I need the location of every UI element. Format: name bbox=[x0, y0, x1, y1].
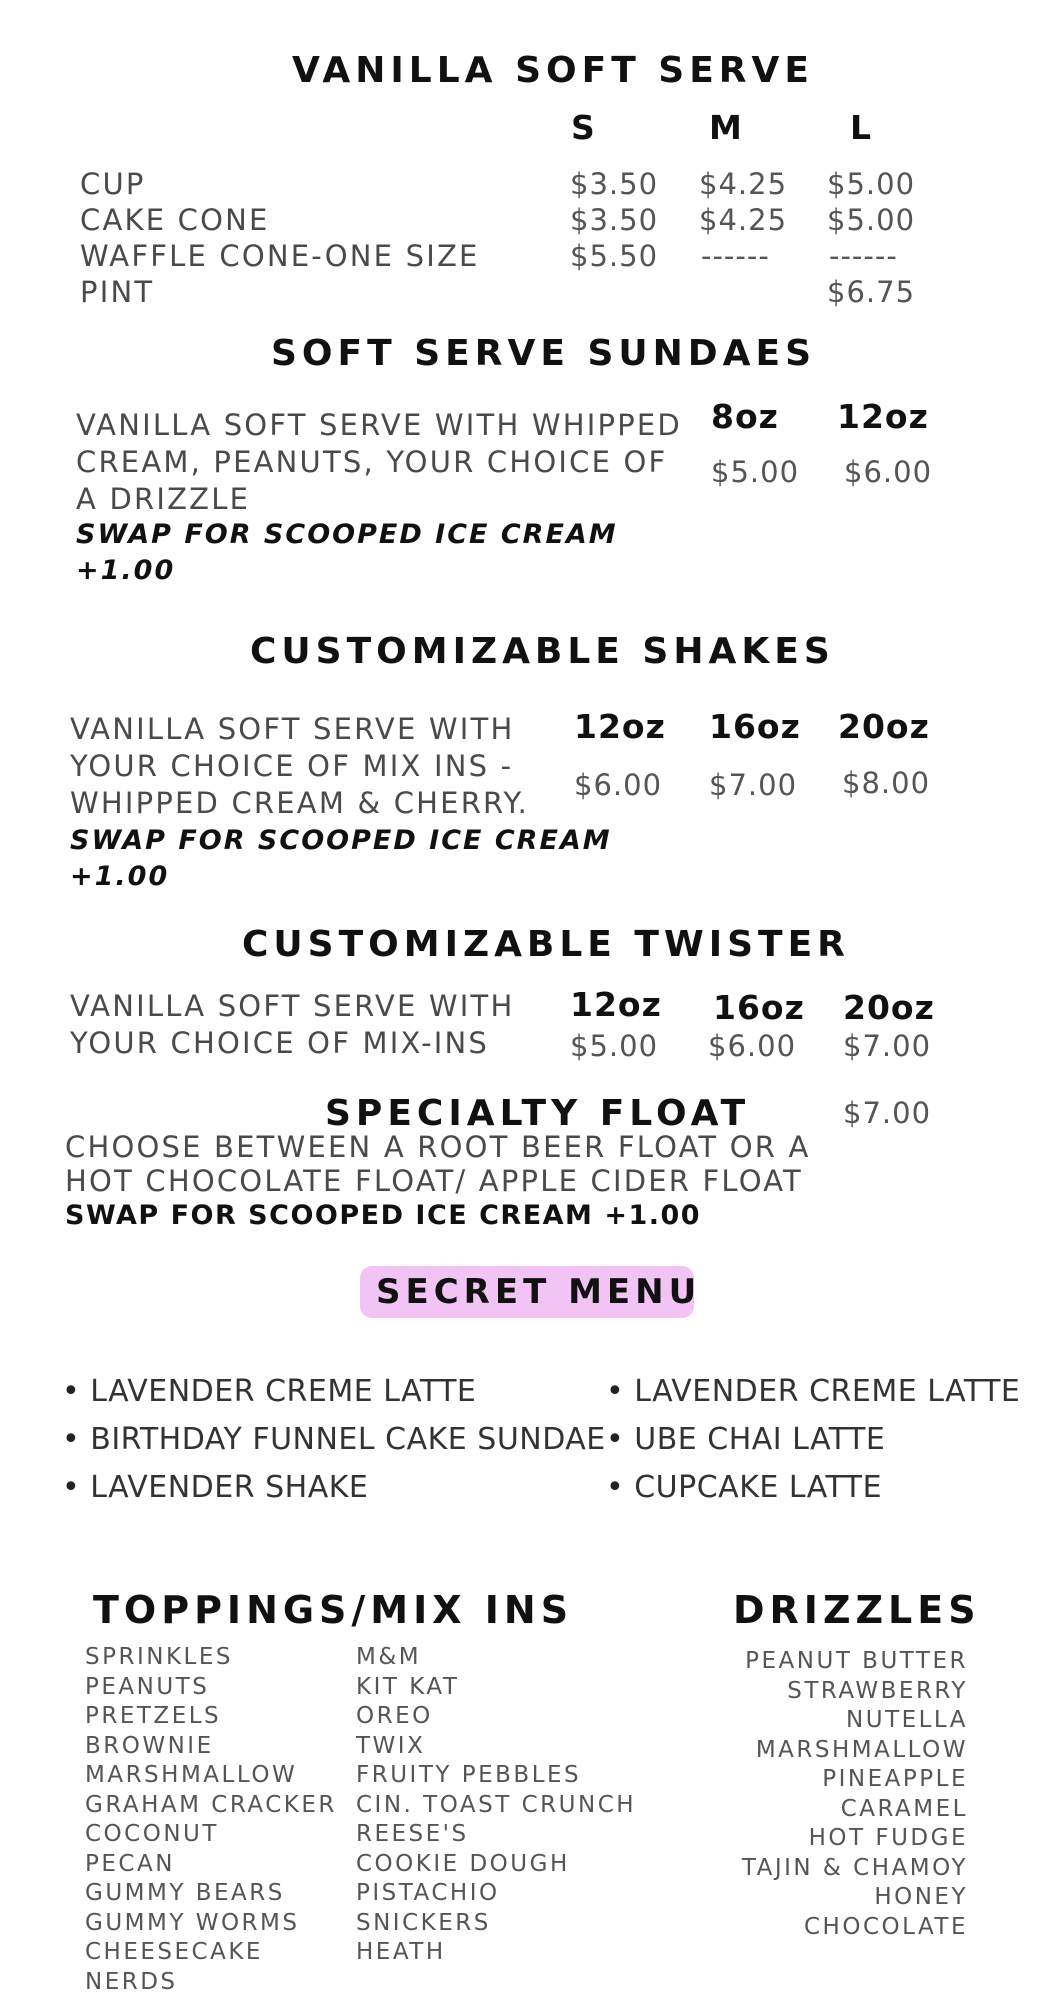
list-item: COCONUT bbox=[85, 1821, 219, 1847]
description-line: CHOOSE BETWEEN A ROOT BEER FLOAT OR A bbox=[65, 1130, 811, 1164]
size-header-s: S bbox=[571, 108, 596, 147]
toppings-title: TOPPINGS/MIX INS bbox=[93, 1588, 574, 1632]
price-20oz: $7.00 bbox=[843, 1029, 932, 1063]
secret-menu-title: SECRET MENU bbox=[376, 1272, 702, 1312]
toppings-column-2 bbox=[356, 1643, 636, 1968]
soft-serve-title: VANILLA SOFT SERVE bbox=[292, 50, 814, 91]
price-s: $3.50 bbox=[570, 203, 659, 237]
swap-line: +1.00 bbox=[76, 555, 176, 586]
list-item: TAJIN & CHAMOY bbox=[741, 1854, 968, 1881]
float-description bbox=[65, 1130, 811, 1198]
list-item: GRAHAM CRACKER bbox=[85, 1791, 337, 1818]
size-header-12oz: 12oz bbox=[574, 707, 666, 746]
swap-line: SWAP FOR SCOOPED ICE CREAM bbox=[70, 825, 612, 856]
list-item: • CUPCAKE LATTE bbox=[606, 1464, 1020, 1512]
list-item: CHEESECAKE bbox=[85, 1939, 263, 1965]
list-item: NUTELLA bbox=[845, 1707, 968, 1733]
twister-title: CUSTOMIZABLE TWISTER bbox=[242, 924, 850, 965]
price-m: $4.25 bbox=[699, 167, 788, 201]
size-header-8oz: 8oz bbox=[711, 397, 779, 436]
description-line: A DRIZZLE bbox=[76, 482, 251, 516]
price-l: $5.00 bbox=[827, 167, 916, 201]
list-item: • LAVENDER CREME LATTE bbox=[62, 1368, 606, 1416]
sundaes-swap-note bbox=[76, 517, 618, 589]
size-header-20oz: 20oz bbox=[843, 988, 935, 1027]
list-item: PECAN bbox=[85, 1850, 175, 1877]
swap-line: +1.00 bbox=[70, 861, 170, 892]
list-item: NERDS bbox=[85, 1968, 178, 1995]
list-item: CARAMEL bbox=[840, 1795, 968, 1822]
list-item: BROWNIE bbox=[85, 1732, 214, 1759]
list-item: FRUITY PEBBLES bbox=[356, 1762, 582, 1788]
size-header-m: M bbox=[709, 108, 743, 147]
list-item: HOT FUDGE bbox=[808, 1825, 968, 1851]
secret-menu-left-list bbox=[62, 1368, 606, 1512]
list-item: MARSHMALLOW bbox=[85, 1762, 298, 1788]
size-header-12oz: 12oz bbox=[837, 397, 929, 436]
secret-menu-right-list bbox=[606, 1368, 1020, 1512]
float-price: $7.00 bbox=[843, 1096, 932, 1130]
list-item: KIT KAT bbox=[356, 1673, 460, 1700]
drizzles-list bbox=[742, 1647, 968, 1942]
price-12oz: $5.00 bbox=[570, 1029, 659, 1063]
shakes-swap-note bbox=[70, 823, 612, 895]
shakes-title: CUSTOMIZABLE SHAKES bbox=[250, 631, 835, 672]
list-item: M&M bbox=[356, 1644, 422, 1670]
description-line: CREAM, PEANUTS, YOUR CHOICE OF bbox=[76, 445, 668, 479]
size-header-16oz: 16oz bbox=[713, 988, 805, 1027]
list-item: PEANUT BUTTER bbox=[745, 1648, 968, 1674]
float-swap-note: SWAP FOR SCOOPED ICE CREAM +1.00 bbox=[65, 1200, 702, 1231]
price-l: $6.75 bbox=[827, 275, 916, 309]
list-item: • BIRTHDAY FUNNEL CAKE SUNDAE bbox=[62, 1416, 606, 1464]
price-s: $3.50 bbox=[570, 167, 659, 201]
list-item: HEATH bbox=[356, 1939, 446, 1965]
size-header-l: L bbox=[850, 108, 873, 147]
float-title: SPECIALTY FLOAT bbox=[325, 1093, 751, 1134]
list-item: MARSHMALLOW bbox=[755, 1736, 968, 1763]
shakes-description bbox=[70, 711, 529, 822]
item-name: CUP bbox=[80, 167, 146, 201]
toppings-column-1 bbox=[85, 1643, 337, 1997]
price-m: ------ bbox=[701, 239, 770, 273]
price-l: $5.00 bbox=[827, 203, 916, 237]
list-item: PINEAPPLE bbox=[822, 1766, 968, 1792]
list-item: GUMMY WORMS bbox=[85, 1909, 300, 1936]
size-header-12oz: 12oz bbox=[570, 985, 662, 1024]
list-item: GUMMY BEARS bbox=[85, 1880, 285, 1906]
price-16oz: $7.00 bbox=[709, 768, 798, 802]
size-header-16oz: 16oz bbox=[709, 707, 801, 746]
list-item: TWIX bbox=[356, 1732, 426, 1759]
sundaes-title: SOFT SERVE SUNDAES bbox=[271, 333, 816, 374]
description-line: VANILLA SOFT SERVE WITH bbox=[70, 989, 515, 1023]
item-name: PINT bbox=[80, 275, 155, 309]
description-line: WHIPPED CREAM & CHERRY. bbox=[70, 786, 529, 820]
price-12oz: $6.00 bbox=[844, 455, 933, 489]
list-item: SPRINKLES bbox=[85, 1644, 233, 1670]
list-item: CIN. TOAST CRUNCH bbox=[356, 1791, 637, 1818]
list-item: REESE'S bbox=[356, 1821, 469, 1847]
description-line: VANILLA SOFT SERVE WITH bbox=[70, 712, 515, 746]
description-line: YOUR CHOICE OF MIX-INS bbox=[70, 1026, 490, 1060]
list-item: • UBE CHAI LATTE bbox=[606, 1416, 1020, 1464]
sundaes-description bbox=[76, 407, 682, 518]
price-m: $4.25 bbox=[699, 203, 788, 237]
item-name: CAKE CONE bbox=[80, 203, 270, 237]
list-item: • LAVENDER CREME LATTE bbox=[606, 1368, 1020, 1416]
list-item: SNICKERS bbox=[356, 1909, 491, 1936]
list-item: OREO bbox=[356, 1703, 433, 1729]
price-12oz: $6.00 bbox=[574, 768, 663, 802]
list-item: PRETZELS bbox=[85, 1703, 222, 1729]
size-header-20oz: 20oz bbox=[838, 707, 930, 746]
swap-line: SWAP FOR SCOOPED ICE CREAM bbox=[76, 519, 618, 550]
list-item: • LAVENDER SHAKE bbox=[62, 1464, 606, 1512]
description-line: YOUR CHOICE OF MIX INS - bbox=[70, 749, 514, 783]
list-item: COOKIE DOUGH bbox=[356, 1850, 570, 1877]
description-line: HOT CHOCOLATE FLOAT/ APPLE CIDER FLOAT bbox=[65, 1164, 803, 1198]
price-l: ------ bbox=[829, 239, 898, 273]
price-8oz: $5.00 bbox=[711, 455, 800, 489]
list-item: STRAWBERRY bbox=[787, 1677, 968, 1704]
twister-description bbox=[70, 988, 514, 1062]
list-item: PISTACHIO bbox=[356, 1880, 500, 1906]
price-16oz: $6.00 bbox=[708, 1029, 797, 1063]
drizzles-title: DRIZZLES bbox=[733, 1588, 981, 1632]
list-item: PEANUTS bbox=[85, 1673, 210, 1700]
price-s: $5.50 bbox=[570, 239, 659, 273]
list-item: CHOCOLATE bbox=[804, 1913, 968, 1940]
item-name: WAFFLE CONE-ONE SIZE bbox=[80, 239, 480, 273]
list-item: HONEY bbox=[874, 1884, 968, 1910]
price-20oz: $8.00 bbox=[842, 766, 931, 800]
description-line: VANILLA SOFT SERVE WITH WHIPPED bbox=[76, 408, 682, 442]
